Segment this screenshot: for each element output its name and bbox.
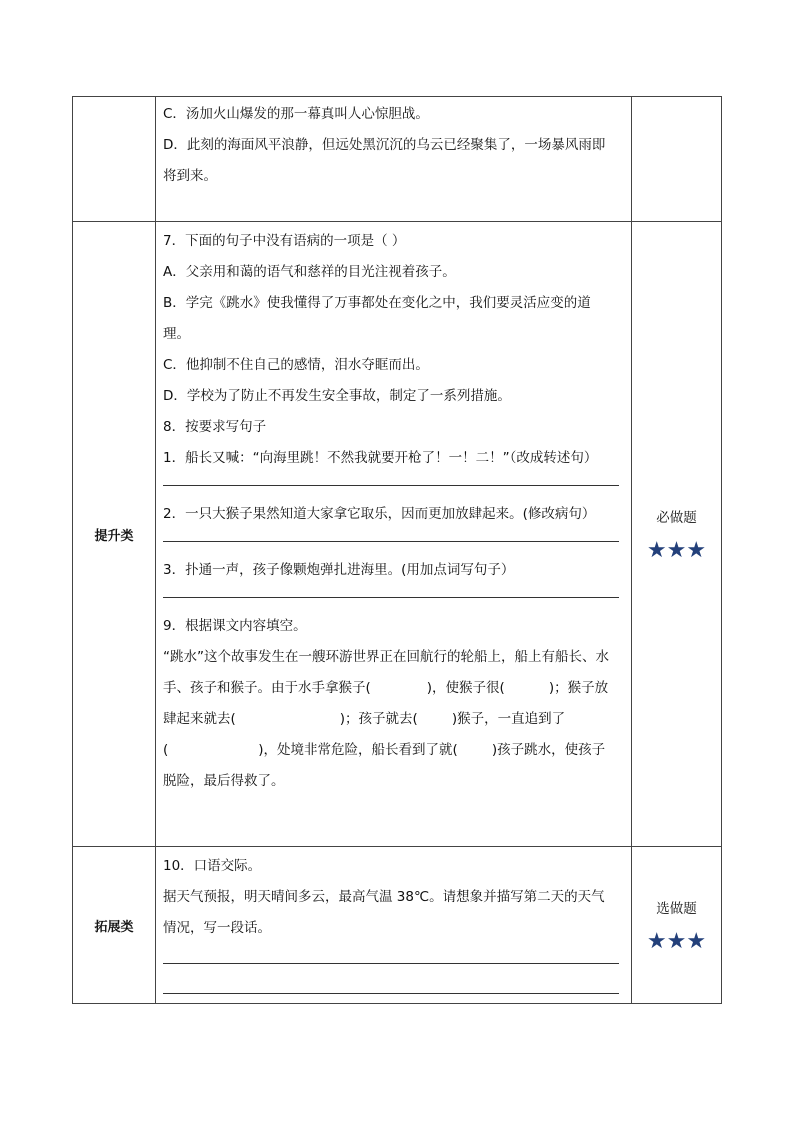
- answer-line-q8-3[interactable]: [163, 596, 619, 598]
- answer-line-q8-2[interactable]: [163, 540, 619, 542]
- option-d-line-1: D．此刻的海面风平浪静，但远处黑沉沉的乌云已经聚集了，一场暴风雨即: [163, 137, 606, 153]
- q7-option-a: A．父亲用和蔼的语气和慈祥的目光注视着孩子。: [163, 264, 456, 280]
- answer-line-q10-2[interactable]: [163, 992, 619, 994]
- q9-line-3: [163, 704, 625, 735]
- row-extend: [73, 847, 722, 1004]
- level-cell-extend: [632, 847, 722, 1004]
- q9-line-5: 脱险，最后得救了。: [163, 773, 285, 789]
- q9-line-3-part-c: )猴子，一直追到了: [451, 711, 566, 727]
- q8-sub-2: 2．一只大猴子果然知道大家拿它取乐，因而更加放肆起来。(修改病句）: [163, 506, 596, 522]
- q9-line-2-part-b: )，使猴子很(: [426, 680, 505, 696]
- q9-line-4-part-c: )孩子跳水，使孩子: [491, 742, 606, 758]
- category-improve: 提升类: [73, 222, 156, 847]
- q9-line-3-part-a: 肆起来就去(: [163, 711, 236, 727]
- q10-line-1: 据天气预报，明天晴间多云，最高气温 38℃。请想象并描写第二天的天气: [163, 889, 605, 905]
- q7-stem: 7．下面的句子中没有语病的一项是（ ）: [163, 233, 406, 249]
- star-rating-icon: ★★★: [646, 538, 707, 563]
- q8-stem: 8．按要求写句子: [163, 419, 267, 435]
- level-cell-empty: [632, 97, 722, 222]
- row-improve: [73, 222, 722, 847]
- q9-line-4-part-a: (: [163, 742, 169, 758]
- q7-option-c: C．他抑制不住自己的感情，泪水夺眶而出。: [163, 357, 429, 373]
- q9-line-2-part-c: )；猴子放: [548, 680, 609, 696]
- content-cell-extend: [156, 847, 632, 1004]
- option-d-line-2: 将到来。: [163, 168, 217, 184]
- q8-sub-3: 3．扑通一声，孩子像颗炮弹扎进海里。(用加点词写句子）: [163, 562, 515, 578]
- q7-option-b-2: 理。: [163, 326, 190, 342]
- q9-line-2: [163, 673, 625, 704]
- q9-line-1: “跳水”这个故事发生在一艘环游世界正在回航行的轮船上，船上有船长、水: [163, 649, 609, 665]
- level-cell-improve: [632, 222, 722, 847]
- answer-line-q10-1[interactable]: [163, 962, 619, 964]
- row-continuation: [73, 97, 722, 222]
- q9-line-4: [163, 735, 625, 766]
- q8-sub-1: 1．船长又喊：“向海里跳！不然我就要开枪了！一！二！”（改成转述句）: [163, 450, 598, 466]
- q10-stem: 10．口语交际。: [163, 858, 262, 874]
- answer-line-q8-1[interactable]: [163, 484, 619, 486]
- q9-stem: 9．根据课文内容填空。: [163, 618, 307, 634]
- category-extend: 拓展类: [73, 847, 156, 1004]
- level-required: 必做题: [656, 510, 697, 526]
- star-rating-icon: ★★★: [646, 929, 707, 954]
- q9-line-4-part-b: )，处境非常危险，船长看到了就(: [258, 742, 458, 758]
- level-optional: 选做题: [656, 901, 697, 917]
- content-cell-improve: [156, 222, 632, 847]
- worksheet-table: [72, 96, 722, 1004]
- option-c-line: C．汤加火山爆发的那一幕真叫人心惊胆战。: [163, 106, 429, 122]
- content-cell-continuation: [156, 97, 632, 222]
- category-cell-empty: [73, 97, 156, 222]
- q7-option-d: D．学校为了防止不再发生安全事故，制定了一系列措施。: [163, 388, 511, 404]
- q10-line-2: 情况，写一段话。: [163, 920, 271, 936]
- q9-line-3-part-b: )；孩子就去(: [339, 711, 418, 727]
- q7-option-b-1: B．学完《跳水》使我懂得了万事都处在变化之中，我们要灵活应变的道: [163, 295, 591, 311]
- q9-line-2-part-a: 手、孩子和猴子。由于水手拿猴子(: [163, 680, 371, 696]
